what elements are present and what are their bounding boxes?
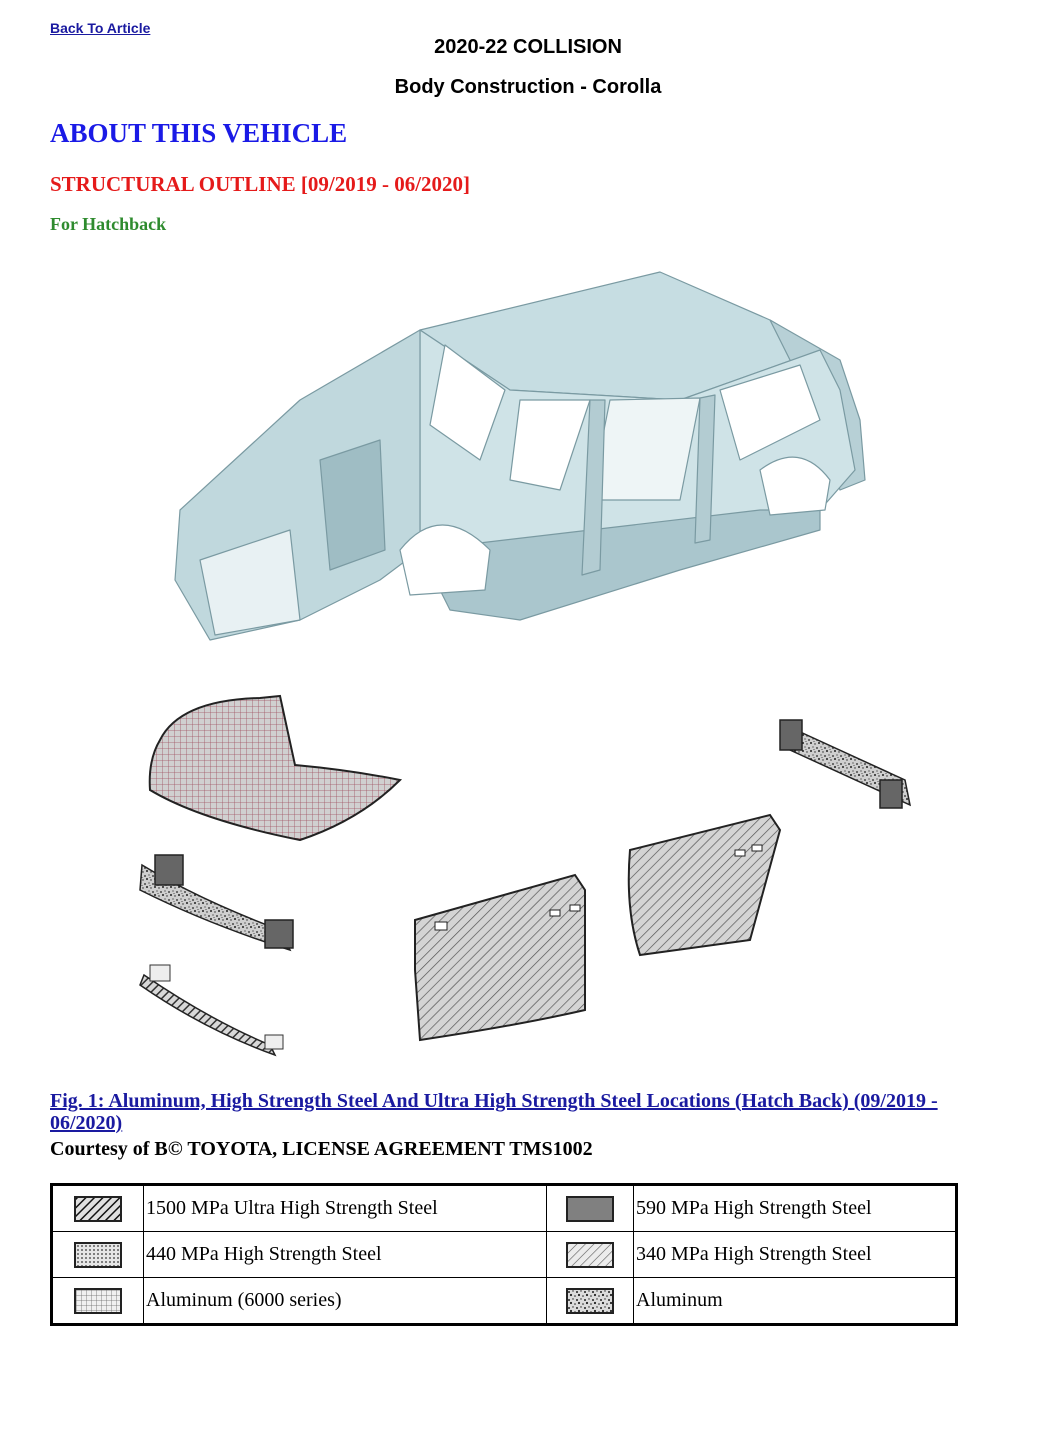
variant-label: For Hatchback	[50, 214, 167, 234]
legend-label: Aluminum (6000 series)	[144, 1278, 547, 1325]
section-title: ABOUT THIS VEHICLE	[50, 118, 348, 148]
legend-row	[52, 1185, 957, 1232]
440-mpa-swatch-icon	[74, 1242, 122, 1268]
front-bumper-reinforcement	[140, 855, 293, 950]
aluminum-swatch-icon	[566, 1288, 614, 1314]
figure-caption-link[interactable]: Fig. 1: Aluminum, High Strength Steel And Ultra High Strength Steel Locations (Hatch Back) (09/2019 - 06/2020)	[50, 1090, 938, 1134]
legend-label: 590 MPa High Strength Steel	[634, 1185, 957, 1232]
legend-label: 1500 MPa Ultra High Strength Steel	[144, 1185, 547, 1232]
figure-courtesy: Courtesy of B© TOYOTA, LICENSE AGREEMENT TMS1002	[50, 1138, 593, 1160]
section-subtitle: STRUCTURAL OUTLINE [09/2019 - 06/2020]	[50, 172, 471, 196]
legend-label: 440 MPa High Strength Steel	[144, 1232, 547, 1278]
legend-label: 340 MPa High Strength Steel	[634, 1232, 957, 1278]
rear-bumper-reinforcement	[780, 720, 910, 808]
header-subtitle: Body Construction - Corolla	[394, 76, 662, 98]
back-to-article-link[interactable]: Back To Article	[50, 20, 151, 36]
front-door-panel	[415, 875, 585, 1040]
legend-row	[52, 1278, 957, 1325]
material-legend-table	[50, 1183, 958, 1326]
rear-door-panel	[629, 815, 780, 955]
body-structure-figure	[120, 250, 940, 1070]
ultra-high-strength-swatch-icon	[74, 1196, 122, 1222]
aluminum-6000-swatch-icon	[74, 1288, 122, 1314]
legend-label: Aluminum	[634, 1278, 957, 1325]
body-in-white-illustration	[175, 272, 865, 640]
590-mpa-swatch-icon	[566, 1196, 614, 1222]
340-mpa-swatch-icon	[566, 1242, 614, 1268]
header-title: 2020-22 COLLISION	[434, 36, 622, 58]
hood-panel	[150, 696, 400, 840]
front-bumper-absorber	[140, 965, 283, 1055]
legend-row	[52, 1232, 957, 1278]
